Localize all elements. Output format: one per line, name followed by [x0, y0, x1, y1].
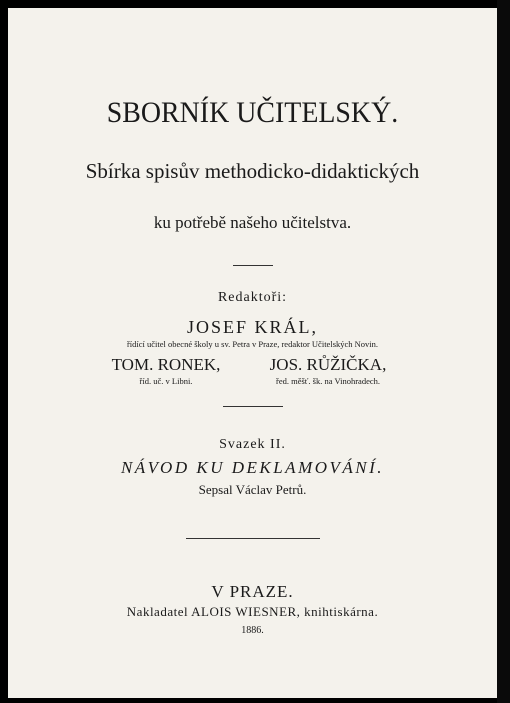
publication-place: V PRAZE.	[211, 582, 294, 601]
divider-short	[233, 265, 273, 266]
volume-label: Svazek II.	[219, 437, 286, 452]
title-page	[8, 8, 497, 698]
book-subtitle-second-line: ku potřebě našeho učitelstva.	[153, 213, 352, 232]
book-subtitle: Sbírka spisův methodicko-didaktických	[85, 159, 420, 183]
divider-middle	[223, 406, 283, 407]
main-editor-note: řídící učitel obecné školy u sv. Petra v Praze, redaktor Učitelských Novin.	[126, 339, 379, 349]
editors-label: Redaktoři:	[217, 290, 288, 305]
editor-right-note: řed. měšť. šk. na Vinohradech.	[276, 376, 380, 386]
divider-long	[186, 538, 320, 539]
main-editor-name: JOSEF KRÁL,	[186, 317, 319, 337]
author-line: Sepsal Václav Petrů.	[198, 482, 307, 497]
editor-left-note: říd. uč. v Libni.	[139, 376, 193, 386]
publication-year: 1886.	[241, 625, 264, 636]
scan-edge	[497, 0, 510, 703]
editor-right	[238, 355, 418, 386]
editor-left	[76, 355, 256, 386]
editor-left-name: TOM. RONEK,	[111, 355, 221, 374]
publisher-line: Nakladatel ALOIS WIESNER, knihtiskárna.	[126, 604, 379, 619]
editor-right-name: JOS. RŮŽIČKA,	[269, 355, 387, 374]
work-title: NÁVOD KU DEKLAMOVÁNÍ.	[120, 458, 385, 477]
book-title: SBORNÍK UČITELSKÝ.	[106, 96, 399, 129]
